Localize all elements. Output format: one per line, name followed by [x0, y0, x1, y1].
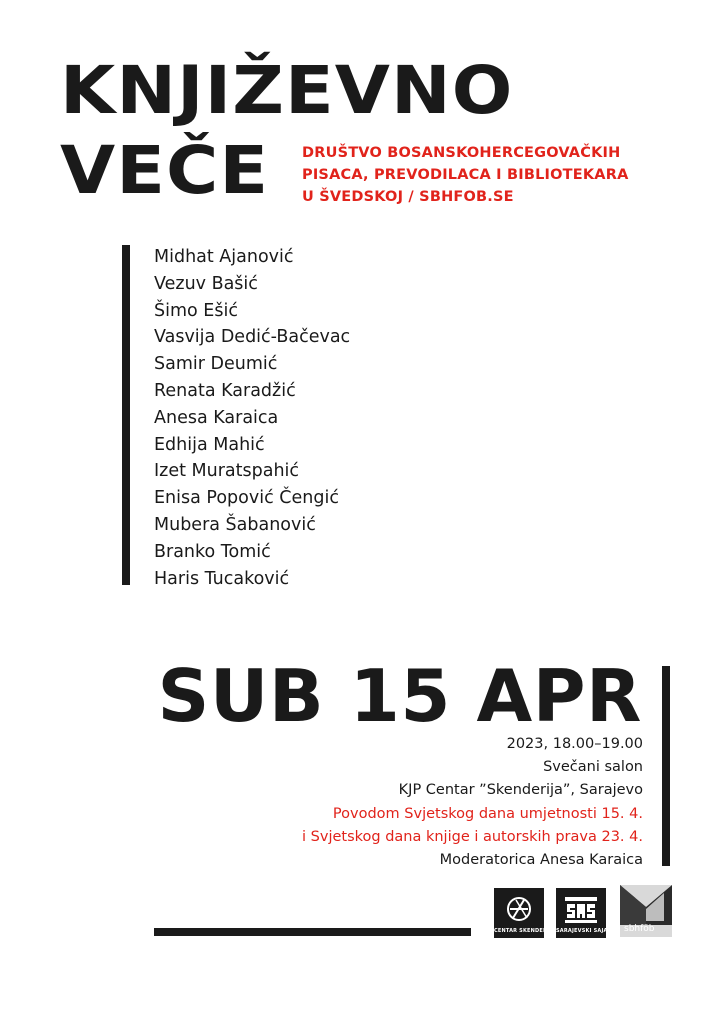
title-line-2: VEČE — [60, 132, 270, 209]
event-details — [302, 733, 643, 872]
author-item: Mubera Šabanović — [154, 514, 316, 535]
author-item: Samir Deumić — [154, 354, 278, 375]
sbhfob-logo — [620, 885, 672, 937]
sarajevski-sajam-logo — [556, 888, 613, 938]
organization-name — [302, 142, 682, 208]
sarajevski-sajam-caption: SARAJEVSKI SAJAM — [556, 928, 613, 934]
author-item: Šimo Ešić — [154, 300, 238, 321]
event-venue: KJP Centar ˮSkenderija”, Sarajevo — [398, 782, 643, 799]
author-item: Branko Tomić — [154, 541, 271, 562]
event-date: SUB 15 APR — [157, 654, 642, 738]
centar-skenderija-caption: CENTAR SKENDERIJA — [494, 928, 556, 934]
event-room: Svečani salon — [543, 759, 643, 776]
event-occasion-line-1: Povodom Svjetskog dana umjetnosti 15. 4. — [332, 805, 643, 822]
left-divider-bar — [122, 245, 130, 585]
organization-line-2: PISACA, PREVODILACA I BIBLIOTEKARA — [302, 167, 629, 183]
author-item: Enisa Popović Čengić — [154, 488, 339, 509]
right-divider-bar — [662, 666, 670, 866]
author-item: Vezuv Bašić — [154, 273, 258, 294]
bottom-divider-bar — [154, 928, 471, 936]
author-item: Anesa Karaica — [154, 407, 279, 428]
organization-line-3: U ŠVEDSKOJ / SBHFOB.SE — [302, 189, 514, 205]
organization-line-1: DRUŠTVO BOSANSKOHERCEGOVAČKIH — [302, 145, 621, 161]
event-time: 2023, 18.00–19.00 — [506, 736, 643, 752]
centar-skenderija-logo — [494, 888, 556, 938]
event-moderator: Moderatorica Anesa Karaica — [439, 852, 643, 869]
author-item: Vasvija Dedić-Bačevac — [154, 327, 351, 348]
sbhfob-caption: sbhföb — [624, 924, 655, 934]
author-item: Haris Tucaković — [154, 568, 290, 589]
author-item: Izet Muratspahić — [154, 461, 300, 482]
author-list — [154, 244, 350, 592]
title-line-1: KNJIŽEVNO — [60, 52, 514, 129]
author-item: Midhat Ajanović — [154, 247, 294, 267]
author-item: Renata Karadžić — [154, 380, 296, 401]
author-item: Edhija Mahić — [154, 434, 265, 455]
event-occasion-line-2: i Svjetskog dana knjige i autorskih prava 23. 4. — [302, 828, 643, 845]
